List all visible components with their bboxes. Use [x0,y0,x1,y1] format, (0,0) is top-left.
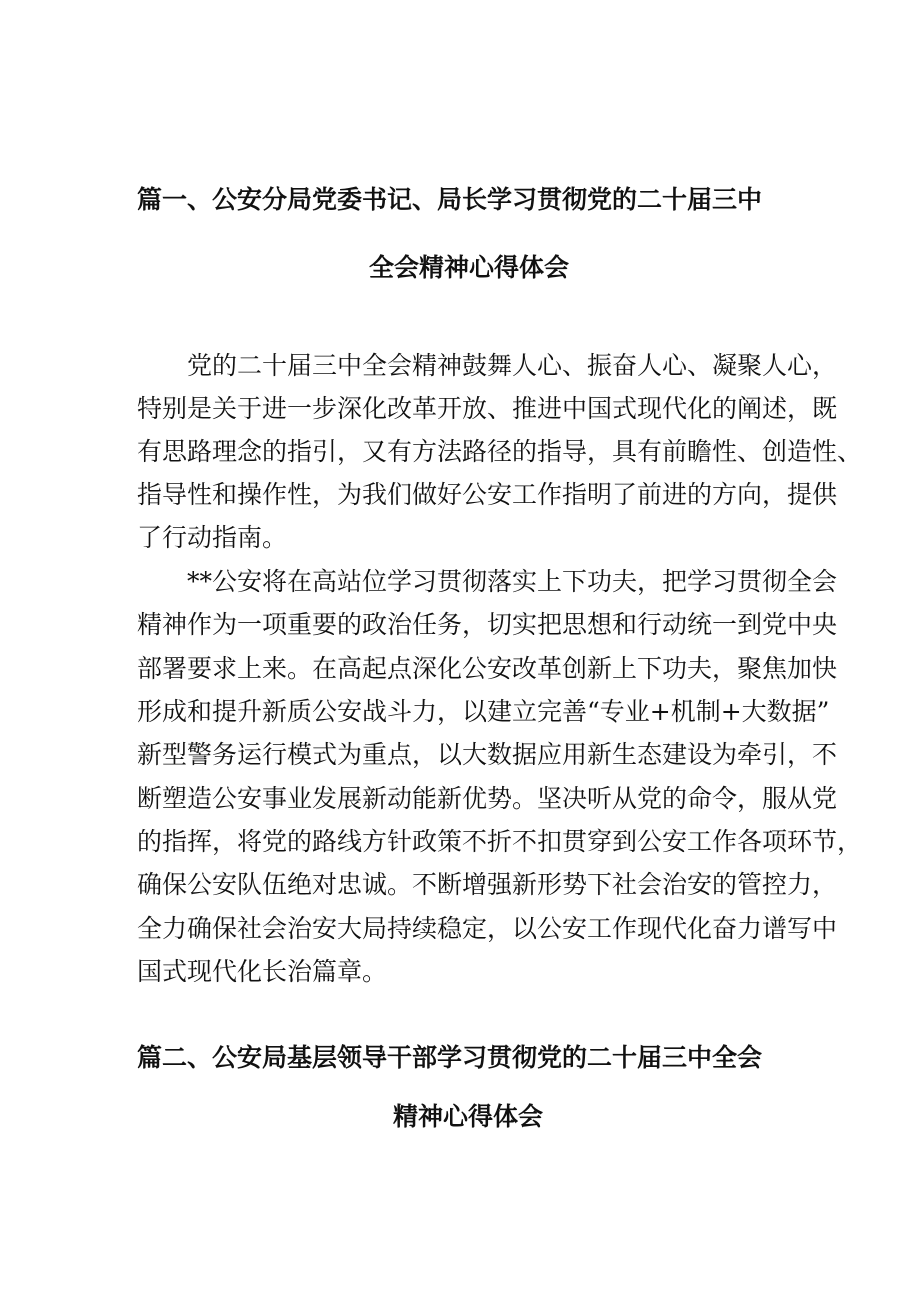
section2-title-line2: 精神心得体会 [393,1102,544,1131]
paragraph-line: 形成和提升新质公安战斗力，以建立完善“专业+机制+大数据” [137,697,830,726]
paragraph-line: 国式现代化长治篇章。 [137,957,388,986]
paragraph-line: 部署要求上来。在高起点深化公安改革创新上下功夫，聚焦加快 [137,654,838,683]
section2-title-line1: 篇二、公安局基层领导干部学习贯彻党的二十届三中全会 [137,1043,763,1072]
paragraph-line: 新型警务运行模式为重点，以大数据应用新生态建设为牵引，不 [137,740,838,769]
paragraph-line: 有思路理念的指引，又有方法路径的指导，具有前瞻性、创造性、 [137,437,863,466]
paragraph-line: 了行动指南。 [137,523,288,552]
paragraph-line: **公安将在高站位学习贯彻落实上下功夫，把学习贯彻全会 [187,567,838,596]
paragraph-line: 精神作为一项重要的政治任务，切实把思想和行动统一到党中央 [137,610,838,639]
paragraph-line: 断塑造公安事业发展新动能新优势。坚决听从党的命令，服从党 [137,784,838,813]
paragraph-line: 党的二十届三中全会精神鼓舞人心、振奋人心、凝聚人心， [187,351,838,380]
paragraph-line: 全力确保社会治安大局持续稳定，以公安工作现代化奋力谱写中 [137,914,838,943]
paragraph-line: 指导性和操作性，为我们做好公安工作指明了前进的方向，提供 [137,480,838,509]
section1-title-line2: 全会精神心得体会 [369,253,570,282]
paragraph-line: 确保公安队伍绝对忠诚。不断增强新形势下社会治安的管控力， [137,870,838,899]
paragraph-line: 的指挥，将党的路线方针政策不折不扣贯穿到公安工作各项环节， [137,827,863,856]
section1-title-line1: 篇一、公安分局党委书记、局长学习贯彻党的二十届三中 [137,185,763,214]
paragraph-line: 特别是关于进一步深化改革开放、推进中国式现代化的阐述，既 [137,394,838,423]
